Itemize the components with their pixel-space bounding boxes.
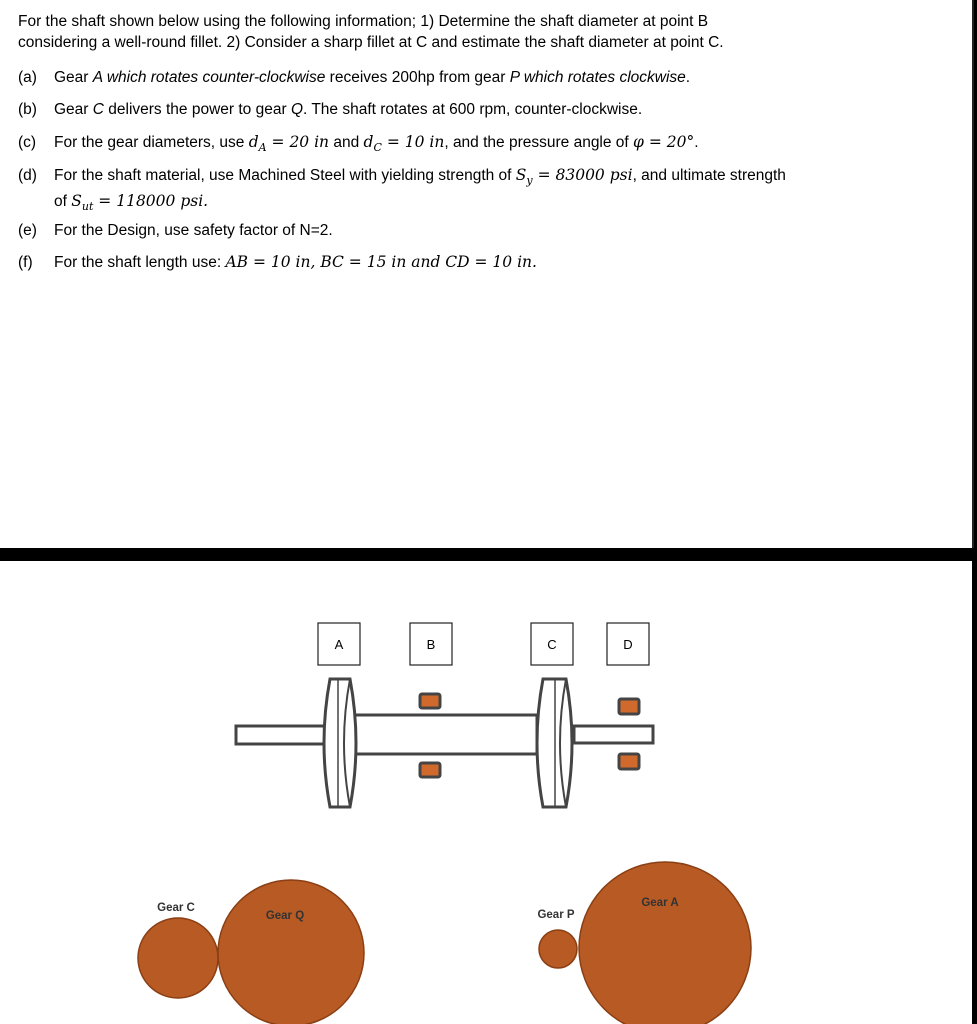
bearing-b-bottom bbox=[420, 763, 440, 777]
bearing-d-bottom bbox=[619, 754, 639, 769]
item-label: (a) bbox=[18, 69, 37, 86]
gear-p-label: Gear P bbox=[537, 909, 575, 921]
gear-q-label: Gear Q bbox=[265, 910, 305, 922]
item-text: Gear C delivers the power to gear Q. The shaft rotates at 600 rpm, counter-clockwise. bbox=[54, 101, 643, 118]
gear-a-disk bbox=[324, 679, 356, 807]
point-label-a bbox=[318, 623, 360, 665]
problem-intro bbox=[18, 11, 958, 53]
item-label: (b) bbox=[18, 101, 37, 118]
svg-text:B: B bbox=[426, 637, 436, 652]
item-label: (c) bbox=[18, 134, 37, 151]
point-label-c bbox=[531, 623, 573, 665]
item-label: (f) bbox=[18, 254, 33, 271]
svg-text:C: C bbox=[547, 637, 557, 652]
gear-p-circle bbox=[539, 930, 577, 968]
item-text: For the Design, use safety factor of N=2. bbox=[54, 222, 333, 239]
item-label: (e) bbox=[18, 222, 37, 239]
shaft-diagram bbox=[0, 561, 972, 1024]
item-text: For the shaft material, use Machined Steel with yielding strength of $S_y = 83000$ psi, and ultimate strength of $S_{ut} = 118000$ psi. bbox=[54, 166, 786, 214]
intro-line-1: For the shaft shown below using the following information; 1) Determine the shaft diameter at point B bbox=[18, 13, 709, 30]
gear-a-label: Gear A bbox=[641, 897, 679, 909]
gear-c-label: Gear C bbox=[157, 902, 195, 914]
bearing-d-top bbox=[619, 699, 639, 714]
item-text: Gear A which rotates counter-clockwise receives 200hp from gear P which rotates clockwise. bbox=[54, 69, 691, 86]
shaft-middle-section bbox=[354, 715, 537, 754]
point-label-b bbox=[410, 623, 452, 665]
shaft-right-section bbox=[574, 726, 653, 743]
item-text: For the shaft length use: AB = 10 in, BC = 15 in and CD = 10 in. bbox=[54, 253, 537, 271]
item-text: For the gear diameters, use $d_A = 20$ in and $d_C = 10$ in, and the pressure angle of φ = 20°. bbox=[54, 133, 699, 155]
gear-c-circle bbox=[138, 918, 218, 998]
shaft-left-section bbox=[236, 726, 326, 744]
svg-text:D: D bbox=[623, 637, 633, 652]
intro-line-2: considering a well-round fillet. 2) Consider a sharp fillet at C and estimate the shaft diameter at point C. bbox=[18, 34, 724, 51]
svg-text:A: A bbox=[334, 637, 344, 652]
bearing-b-top bbox=[420, 694, 440, 708]
gear-q-circle bbox=[218, 880, 364, 1024]
item-label: (d) bbox=[18, 167, 37, 184]
diagram-panel bbox=[0, 561, 972, 1024]
point-label-d bbox=[607, 623, 649, 665]
gear-a-circle bbox=[579, 862, 751, 1024]
gear-c-disk bbox=[537, 679, 572, 807]
